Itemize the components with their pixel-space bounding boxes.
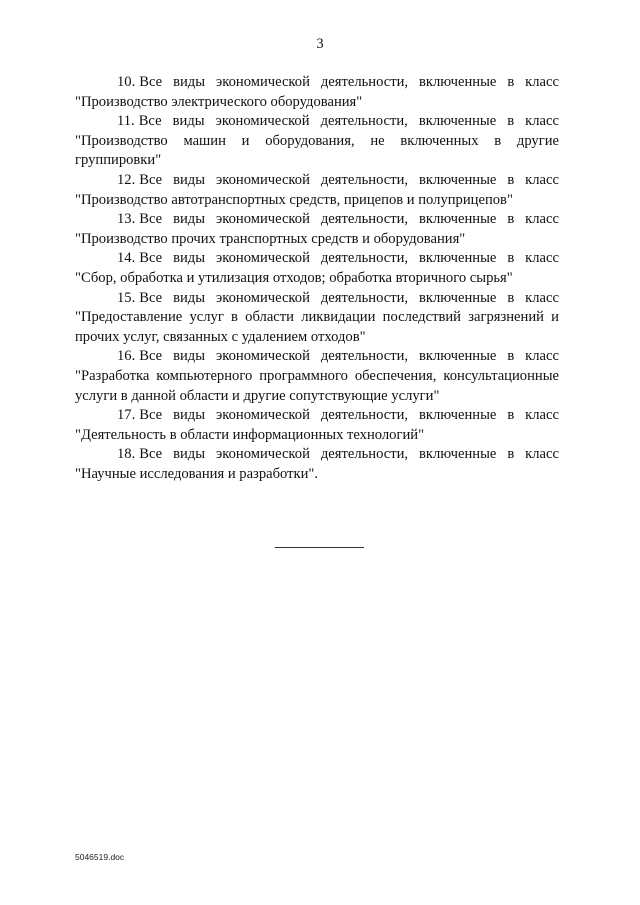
item-number: 16. xyxy=(117,348,136,365)
item-text: Все виды экономической деятельности, включенные в класс "Производство машин и оборудования, не включенных в другие группировки" xyxy=(75,113,559,169)
list-item-11 xyxy=(75,112,559,171)
item-text: Все виды экономической деятельности, включенные в класс "Научные исследования и разработки". xyxy=(75,446,559,482)
list-item-18 xyxy=(75,445,559,484)
list-item-15 xyxy=(75,289,559,348)
document-id: 5046519.doc xyxy=(75,852,125,862)
list-item-12 xyxy=(75,171,559,210)
item-text: Все виды экономической деятельности, включенные в класс "Производство электрического оборудования" xyxy=(75,74,559,110)
item-number: 11. xyxy=(117,113,135,130)
item-number: 15. xyxy=(117,289,136,306)
item-number: 12. xyxy=(117,171,136,188)
item-text: Все виды экономической деятельности, включенные в класс "Сбор, обработка и утилизация отходов; обработка вторичного сырья" xyxy=(75,250,559,286)
item-text: Все виды экономической деятельности, включенные в класс "Производство прочих транспортных средств и оборудования" xyxy=(75,211,559,247)
item-text: Все виды экономической деятельности, включенные в класс "Производство автотранспортных средств, прицепов и полуприцепов" xyxy=(75,171,559,208)
item-text: Все виды экономической деятельности, включенные в класс "Деятельность в области информационных технологий" xyxy=(75,407,559,443)
item-number: 10. xyxy=(117,74,136,90)
list-item-17 xyxy=(75,406,559,445)
document-body xyxy=(75,73,559,484)
item-number: 17. xyxy=(117,407,136,424)
item-number: 13. xyxy=(117,211,136,228)
item-number: 18. xyxy=(117,446,136,463)
list-item-10 xyxy=(75,73,559,112)
list-item-13 xyxy=(75,210,559,249)
item-number: 14. xyxy=(117,250,136,267)
list-item-16 xyxy=(75,347,559,406)
page-number: 3 xyxy=(316,36,324,52)
list-item-14 xyxy=(75,249,559,288)
item-text: Все виды экономической деятельности, включенные в класс "Разработка компьютерного программного обеспечения, консультационные услуги в данной области и другие сопутствующие услуги" xyxy=(75,348,559,404)
end-separator-line xyxy=(275,547,364,548)
item-text: Все виды экономической деятельности, включенные в класс "Предоставление услуг в области ликвидации последствий загрязнений и прочих услуг, связанных с удалением отходов" xyxy=(75,289,559,345)
